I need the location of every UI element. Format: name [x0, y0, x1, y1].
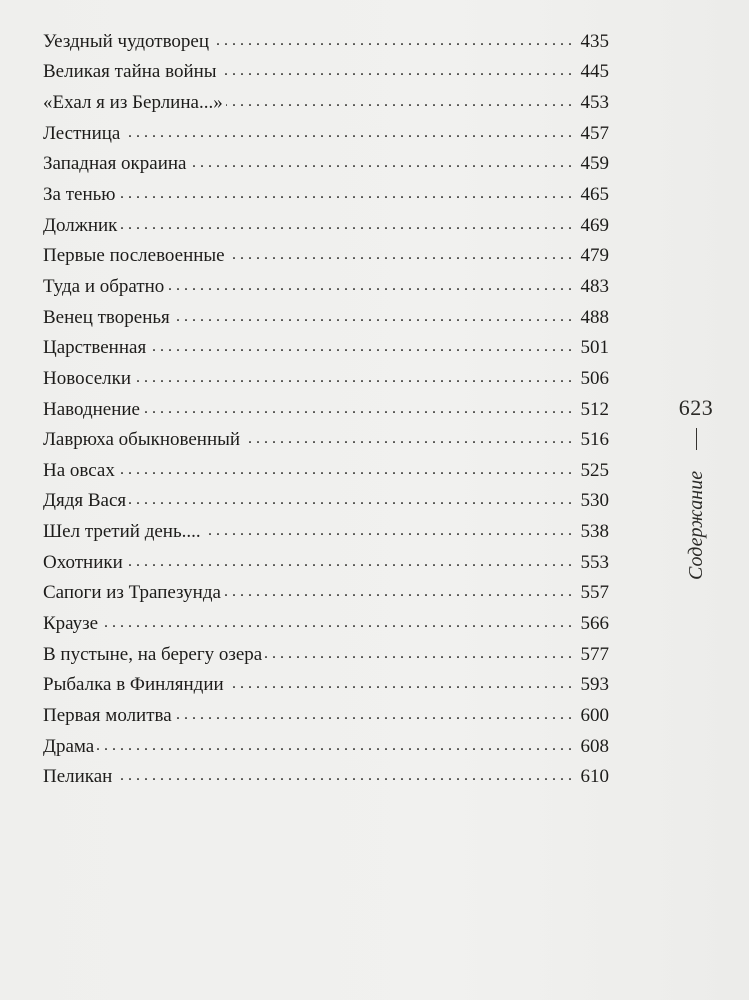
toc-entry — [43, 240, 609, 271]
toc-entry-page: 457 — [580, 122, 609, 144]
toc-dot-leader — [118, 461, 572, 480]
toc-entry — [43, 179, 609, 210]
toc-entry — [43, 669, 609, 700]
toc-entry-title: Должник — [43, 214, 118, 236]
running-head: Содержание — [685, 470, 707, 580]
toc-dot-leader — [129, 491, 572, 510]
toc-entry — [43, 149, 609, 180]
toc-entry-page: 453 — [580, 92, 609, 114]
toc-entry — [43, 455, 609, 486]
toc-entry-page: 483 — [580, 275, 609, 297]
toc-entry — [43, 332, 609, 363]
toc-entry — [43, 26, 609, 57]
toc-entry-page: 465 — [580, 184, 609, 206]
toc-entry-page: 459 — [580, 153, 609, 175]
page-margin-info — [672, 395, 720, 605]
toc-dot-leader — [220, 62, 572, 81]
toc-entry-page: 538 — [580, 521, 609, 543]
toc-entry-title: Уездный чудотворец — [43, 30, 210, 52]
toc-entry-title: Первая молитва — [43, 704, 172, 726]
toc-entry — [43, 486, 609, 517]
toc-dot-leader — [101, 614, 572, 633]
toc-entry — [43, 516, 609, 547]
toc-dot-leader — [120, 216, 572, 235]
toc-entry-page: 512 — [580, 398, 609, 420]
toc-dot-leader — [265, 645, 572, 664]
toc-entry — [43, 608, 609, 639]
toc-entry-title: Лестница — [43, 122, 121, 144]
toc-entry-title: Краузе — [43, 612, 99, 634]
toc-dot-leader — [118, 185, 572, 204]
page-number: 623 — [678, 395, 714, 420]
toc-entry-page: 577 — [580, 643, 609, 665]
toc-dot-leader — [226, 93, 572, 112]
toc-entry-page: 525 — [580, 459, 609, 481]
toc-entry-title: Западная окраина — [43, 153, 187, 175]
toc-entry-page: 506 — [580, 367, 609, 389]
toc-entry-title: За тенью — [43, 184, 116, 206]
table-of-contents — [43, 26, 609, 792]
toc-dot-leader — [227, 675, 572, 694]
toc-entry-page: 553 — [580, 551, 609, 573]
toc-entry-page: 501 — [580, 337, 609, 359]
toc-entry-page: 488 — [580, 306, 609, 328]
toc-entry-page: 516 — [580, 429, 609, 451]
toc-entry — [43, 57, 609, 88]
toc-entry-title: Туда и обратно — [43, 275, 165, 297]
toc-entry — [43, 118, 609, 149]
toc-entry-title: Лаврюха обыкновенный — [43, 429, 241, 451]
toc-entry-title: Охотники — [43, 551, 123, 573]
toc-dot-leader — [212, 32, 572, 51]
toc-dot-leader — [134, 369, 572, 388]
toc-entry-title: «Ехал я из Берлина...» — [43, 92, 223, 114]
toc-dot-leader — [243, 430, 572, 449]
toc-entry-title: Первые послевоенные — [43, 245, 225, 267]
toc-entry-title: Шел третий день.... — [43, 521, 201, 543]
toc-entry-page: 435 — [580, 30, 609, 52]
toc-dot-leader — [149, 338, 572, 357]
toc-entry — [43, 700, 609, 731]
toc-entry — [43, 210, 609, 241]
toc-entry-title: Наводнение — [43, 398, 140, 420]
toc-entry-title: На овсах — [43, 459, 115, 481]
toc-dot-leader — [175, 706, 572, 725]
toc-dot-leader — [97, 737, 572, 756]
toc-entry — [43, 363, 609, 394]
toc-entry-title: Дядя Вася — [43, 490, 127, 512]
toc-entry — [43, 424, 609, 455]
toc-entry-title: Новоселки — [43, 367, 132, 389]
toc-dot-leader — [123, 124, 572, 143]
toc-dot-leader — [167, 277, 572, 296]
toc-entry — [43, 547, 609, 578]
toc-entry-page: 608 — [580, 735, 609, 757]
toc-entry-page: 469 — [580, 214, 609, 236]
toc-entry — [43, 271, 609, 302]
toc-entry-title: Пеликан — [43, 766, 113, 788]
toc-entry-page: 479 — [580, 245, 609, 267]
toc-entry-title: Драма — [43, 735, 95, 757]
toc-entry — [43, 394, 609, 425]
toc-entry-page: 445 — [580, 61, 609, 83]
toc-entry-page: 610 — [580, 766, 609, 788]
toc-dot-leader — [204, 522, 572, 541]
toc-entry — [43, 731, 609, 762]
toc-dot-leader — [143, 400, 572, 419]
toc-entry-title: Великая тайна войны — [43, 61, 217, 83]
toc-entry-title: Венец творенья — [43, 306, 170, 328]
toc-entry — [43, 87, 609, 118]
toc-dot-leader — [190, 154, 573, 173]
toc-dot-leader — [115, 767, 572, 786]
toc-entry-title: В пустыне, на берегу озера — [43, 643, 263, 665]
toc-entry-page: 600 — [580, 704, 609, 726]
toc-dot-leader — [224, 583, 572, 602]
toc-entry — [43, 578, 609, 609]
toc-entry-page: 557 — [580, 582, 609, 604]
toc-entry-page: 593 — [580, 674, 609, 696]
toc-entry — [43, 761, 609, 792]
margin-divider — [696, 428, 697, 450]
toc-entry-title: Сапоги из Трапезунда — [43, 582, 221, 604]
toc-entry-title: Царственная — [43, 337, 147, 359]
toc-entry-title: Рыбалка в Финляндии — [43, 674, 224, 696]
toc-dot-leader — [228, 246, 572, 265]
toc-entry-page: 566 — [580, 612, 609, 634]
toc-entry — [43, 302, 609, 333]
toc-entry — [43, 639, 609, 670]
toc-entry-page: 530 — [580, 490, 609, 512]
toc-dot-leader — [173, 308, 572, 327]
toc-dot-leader — [126, 553, 572, 572]
